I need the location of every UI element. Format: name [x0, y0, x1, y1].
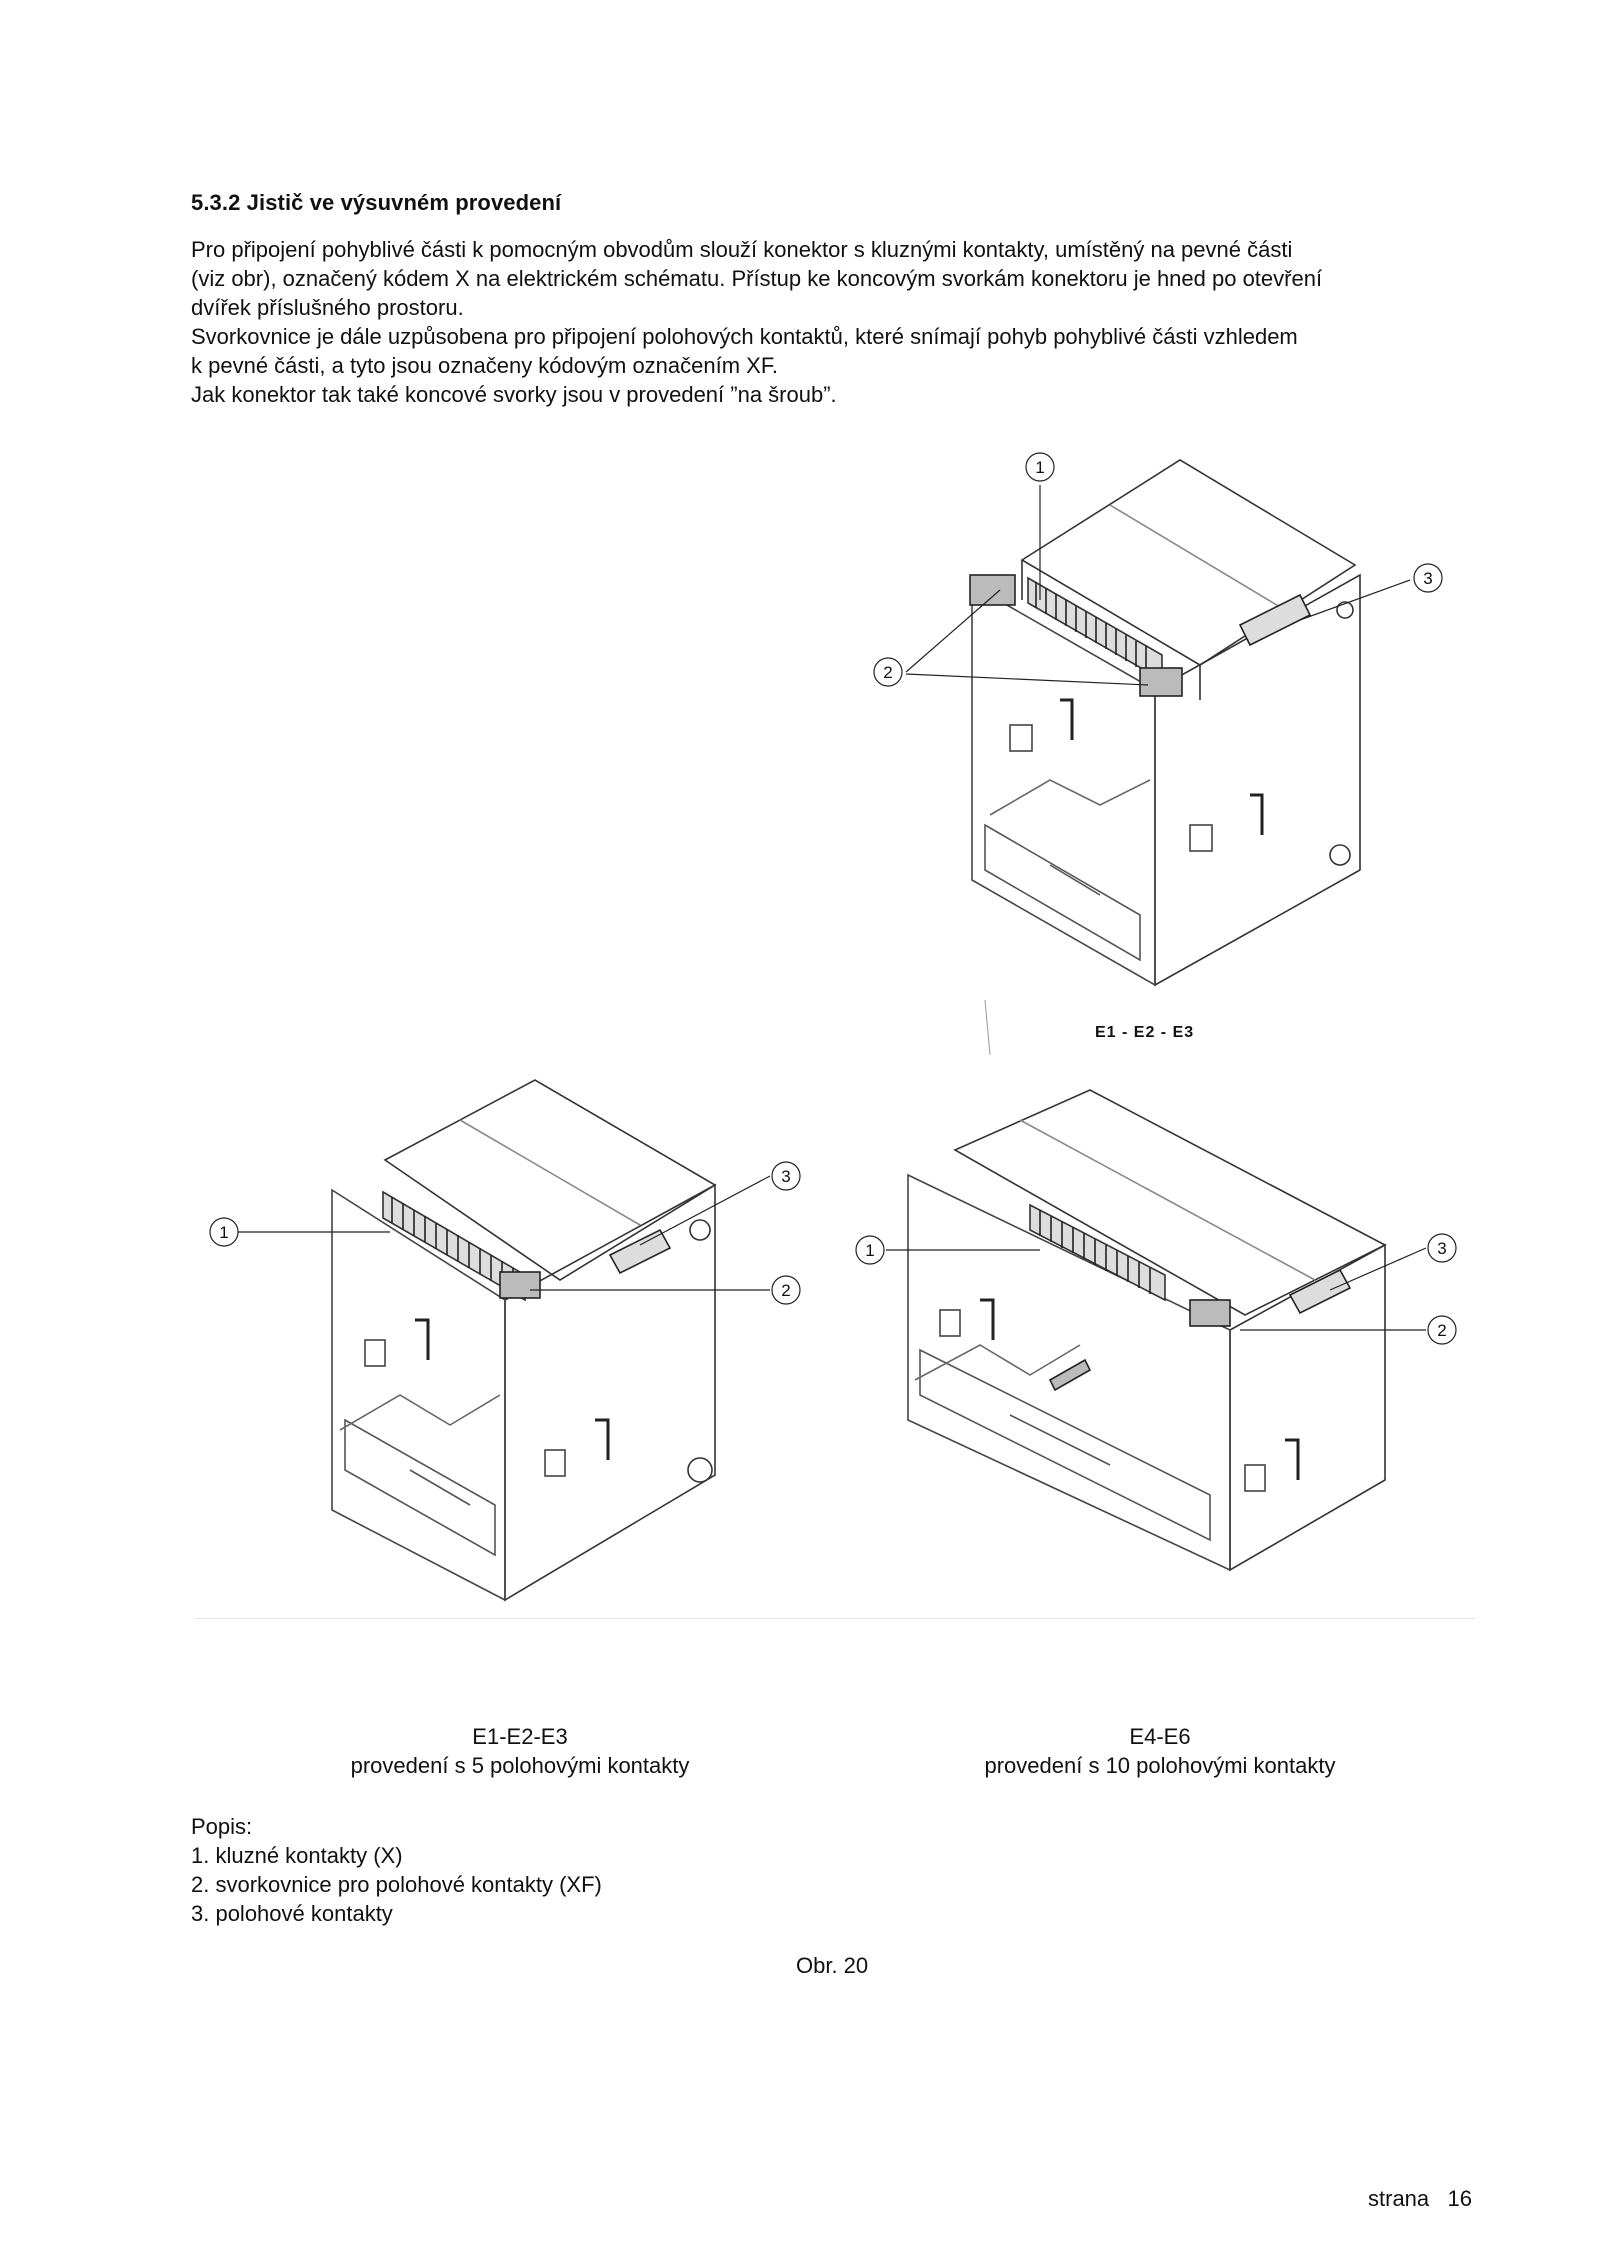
callout-1: 1	[219, 1223, 229, 1242]
left-breaker-frame-drawing	[210, 1080, 800, 1600]
paragraph-line: k pevné části, a tyto jsou označeny kódovým označením XF.	[191, 353, 778, 378]
callout-1: 1	[865, 1241, 875, 1260]
position-contacts	[610, 1230, 670, 1273]
callout-2: 2	[781, 1281, 791, 1300]
sliding-contacts-comb	[1030, 1205, 1165, 1300]
callout-1: 1	[1035, 458, 1045, 477]
callout-3: 3	[1423, 569, 1433, 588]
legend-title: Popis:	[191, 1814, 253, 1839]
paragraph-line: Svorkovnice je dále uzpůsobena pro připojení polohových kontaktů, které snímají pohyb pohyblivé části vzhledem	[191, 324, 1298, 349]
caption-subtitle: provedení s 10 polohovými kontakty	[984, 1753, 1336, 1778]
caption-title: E4-E6	[1129, 1724, 1191, 1749]
terminal-block	[970, 575, 1015, 605]
right-breaker-frame-drawing	[856, 1090, 1456, 1570]
terminal-block	[1140, 668, 1182, 696]
section-heading: 5.3.2 Jistič ve výsuvném provedení	[191, 190, 562, 215]
paragraph-line: Pro připojení pohyblivé části k pomocným obvodům slouží konektor s kluznými kontakty, umístěný na pevné části	[191, 237, 1293, 262]
top-breaker-frame-drawing	[874, 453, 1442, 1055]
paragraph-line: dvířek příslušného prostoru.	[191, 295, 464, 320]
position-contacts	[1290, 1270, 1350, 1313]
terminal-block	[500, 1272, 540, 1298]
paragraph-line: Jak konektor tak také koncové svorky jsou v provedení ”na šroub”.	[191, 382, 837, 407]
paragraph-line: (viz obr), označený kódem X na elektrickém schématu. Přístup ke koncovým svorkám konektoru je hned po otevření	[191, 266, 1323, 291]
position-contacts	[1240, 595, 1310, 645]
divider	[195, 1618, 1475, 1619]
figure-number: Obr. 20	[796, 1953, 869, 1978]
callout-3: 3	[781, 1167, 791, 1186]
page-number: strana 16	[1368, 2186, 1472, 2211]
legend-item: 3. polohové kontakty	[191, 1901, 393, 1926]
legend	[191, 1812, 602, 1928]
caption-title: E1-E2-E3	[472, 1724, 568, 1749]
top-figure-label: E1 - E2 - E3	[1095, 1024, 1195, 1041]
right-figure-caption	[900, 1722, 1420, 1780]
terminal-block	[1190, 1300, 1230, 1326]
caption-subtitle: provedení s 5 polohovými kontakty	[350, 1753, 690, 1778]
callout-3: 3	[1437, 1239, 1447, 1258]
legend-item: 1. kluzné kontakty (X)	[191, 1843, 403, 1868]
legend-item: 2. svorkovnice pro polohové kontakty (XF)	[191, 1872, 602, 1897]
left-figure-caption	[260, 1722, 780, 1780]
callout-2: 2	[883, 663, 893, 682]
callout-2: 2	[1437, 1321, 1447, 1340]
